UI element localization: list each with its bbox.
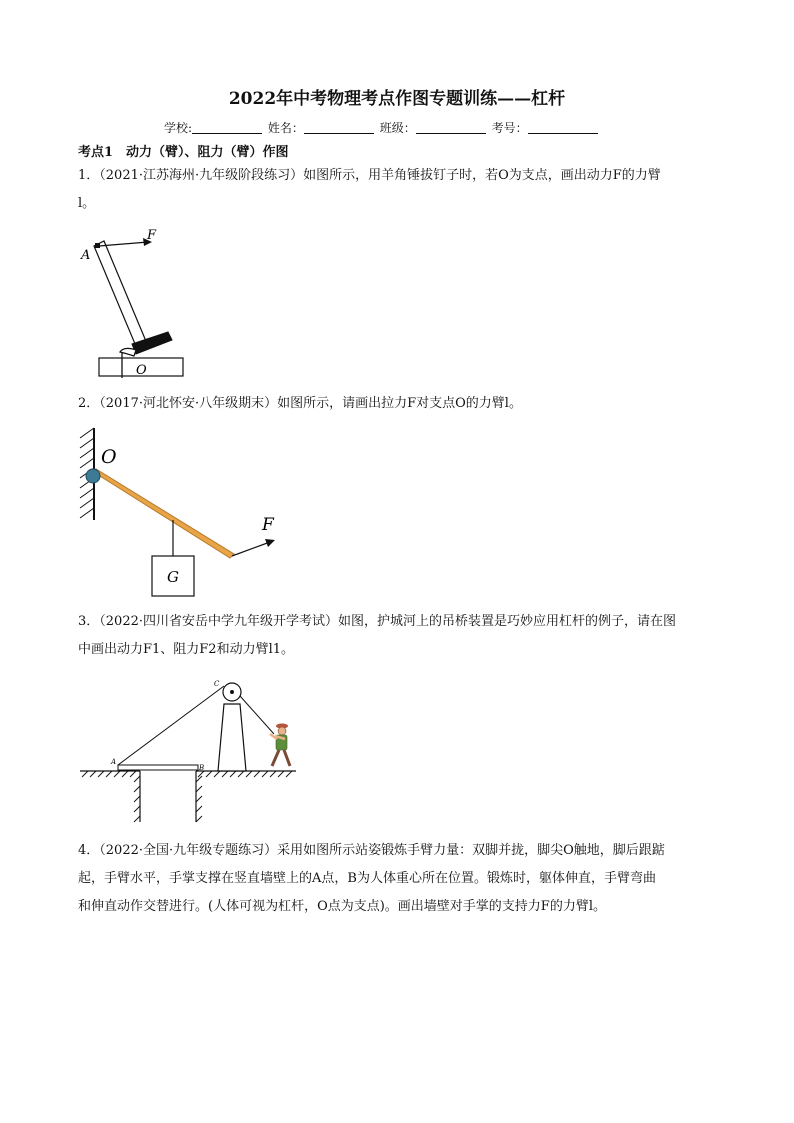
rod-figure [74,424,294,600]
question-1-line-2: l。 [78,196,96,211]
question-2 [78,390,718,418]
question-3-line-2: 中画出动力F1、阻力F2和动力臂l1。 [78,642,295,657]
pulley-axle [230,690,234,694]
force-f-line [232,542,270,556]
label-g: G [167,568,179,586]
number-blank[interactable] [528,121,598,134]
question-4 [78,837,718,921]
bridge-plank [118,765,198,770]
question-4-line-2: 起，手臂水平，手掌支撑在竖直墙壁上的A点，B为人体重心所在位置。锻炼时，躯体伸直，手臂弯曲 [78,871,656,886]
label-b: B [199,764,205,772]
label-f: F [262,515,274,535]
question-1 [78,162,718,218]
question-3-line-1: 3．（2022·四川省安岳中学九年级开学考试）如图，护城河上的吊桥装置是巧妙应用杠杆的例子，请在图 [78,614,676,629]
class-label: 班级： [379,121,416,135]
number-label: 考号： [491,121,528,135]
force-f-arrowhead [265,539,275,547]
name-label: 姓名： [267,121,304,135]
label-f: F [147,228,157,243]
rope-to-bridge [118,686,224,765]
rope-to-person [240,696,274,734]
drawbridge-figure [78,676,302,826]
school-label: 学校: [164,121,193,135]
question-2-line-1: 2．（2017·河北怀安·八年级期末）如图所示，请画出拉力F对支点O的力臂l。 [78,396,522,411]
force-f-line [99,242,148,246]
person-pulling [270,724,290,767]
rod [92,469,234,558]
question-4-line-3: 和伸直动作交替进行。(人体可视为杠杆，O点为支点)。画出墙壁对手掌的支持力F的力臂l。 [78,899,606,914]
question-1-line-1: 1．（2021·江苏海州·九年级阶段练习）如图所示，用羊角锤拔钉子时，若O为支点，画出动力F的力臂 [78,168,661,183]
label-o: O [136,363,147,378]
school-blank[interactable] [192,121,262,134]
label-a: A [111,758,117,766]
class-blank[interactable] [416,121,486,134]
ground-hatch [82,771,292,777]
moat-hatch [134,776,202,822]
hammer-figure [76,226,196,382]
label-a: A [81,248,91,263]
label-o: O [101,446,117,468]
label-c: C [214,680,220,688]
pivot-o [86,469,100,483]
tower [218,704,246,771]
name-blank[interactable] [304,121,374,134]
question-3 [78,608,718,664]
page-title: 2022年中考物理考点作图专题训练——杠杆 [228,89,566,109]
student-info-line [164,119,600,136]
hammer-handle [94,241,148,351]
question-4-line-1: 4．（2022·全国·九年级专题练习）采用如图所示站姿锻炼手臂力量：双脚并拢，脚尖O触地，脚后跟踮 [78,843,665,858]
section-heading: 考点1 动力（臂）、阻力（臂）作图 [78,145,289,160]
